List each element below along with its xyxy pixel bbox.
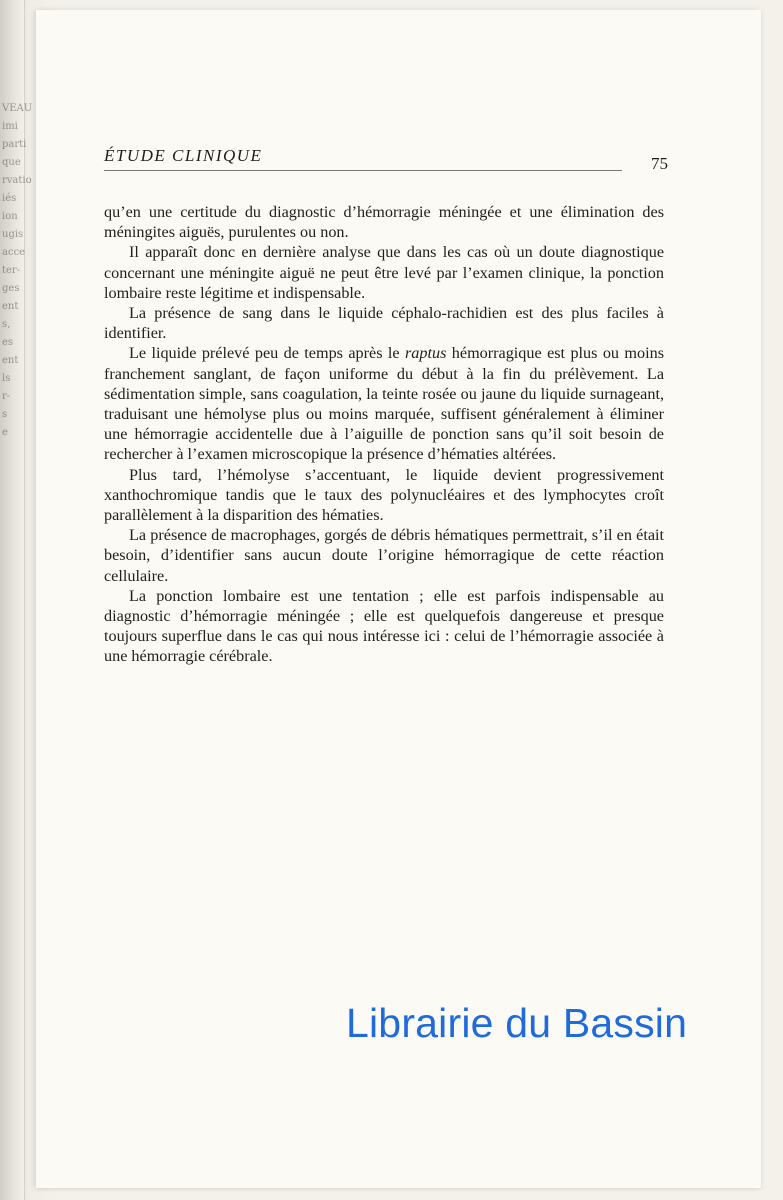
italic-term: raptus [405,344,447,363]
left-page-fragment: imi [2,121,18,132]
left-page-fragment: ges [2,283,20,294]
left-page-fragment: iés [2,193,17,204]
left-page-fragment: que [2,157,21,168]
left-page-fragment: s [2,409,8,420]
left-page-fragment: r- [2,391,11,402]
header-rule [104,170,622,171]
body-text [104,202,664,667]
left-page-fragment: s, [2,319,11,330]
paragraph-text: Le liquide prélevé peu de temps après le [129,344,405,363]
left-page-fragment: ls [2,373,11,384]
left-page-fragment: ent [2,301,19,312]
paragraph: La ponction lombaire est une tentation ; elle est parfois indispensable au diagnostic d’hémorragie méningée ; elle est quelquefois dangereuse et presque toujours superflue dans le cas qui nous intéresse ici : celui de l’hémorragie associée à une hémorragie cérébrale. [104,586,664,666]
left-page-fragment: es [2,337,14,348]
left-page-fragment: e [2,427,8,438]
paragraph-text: hémorragique est plus ou moins franchement sanglant, de façon uniforme du début à la fin du prélèvement. La sédimentation simple, sans coagulation, la teinte rosée ou jaune du liquide surnageant, traduisant une hémolyse plus ou moins marquée, suffisent généralement à éliminer une hémorragie accidentelle due à l’aiguille de ponction sans qu’il soit besoin de rechercher à l’examen microscopique la présence d’hématies altérées. [104,344,664,464]
paragraph: Il apparaît donc en dernière analyse que dans les cas où un doute diagnostique concernant une méningite aiguë ne peut être levé par l’examen clinique, la ponction lombaire reste légitime et indispensable. [104,243,664,302]
running-head [104,146,668,180]
left-page-fragment: rvatio [2,175,32,186]
left-page-fragment: acce [2,247,26,258]
left-page-fragment: ugis [2,229,24,240]
left-page-fragment: ter- [2,265,21,276]
paragraph: La présence de macrophages, gorgés de débris hématiques permettrait, s’il en était besoin, d’identifier sans aucun doute l’origine hémorragique de cette réaction cellulaire. [104,526,664,585]
left-page-fragment: ent [2,355,19,366]
paragraph-raptus [104,343,664,464]
page-number: 75 [651,154,668,173]
paragraph-continuation: qu’en une certitude du diagnostic d’hémorragie méningée et une élimination des méningites aiguës, purulentes ou non. [104,203,664,242]
chapter-title: ÉTUDE CLINIQUE [104,146,263,165]
bookseller-watermark: Librairie du Bassin [346,1000,688,1046]
left-page-fragment: ion [2,211,18,222]
left-page-fragment: parti [2,139,27,150]
left-page-text-fragments [2,100,33,442]
paragraph: La présence de sang dans le liquide céphalo-rachidien est des plus faciles à identifier. [104,304,664,343]
left-page-fragment: VEAU [2,103,33,114]
left-page-edge [0,0,33,1200]
paragraph: Plus tard, l’hémolyse s’accentuant, le liquide devient progressivement xanthochromique tandis que le taux des polynucléaires et des lymphocytes croît parallèlement à la disparition des hématies. [104,465,664,525]
